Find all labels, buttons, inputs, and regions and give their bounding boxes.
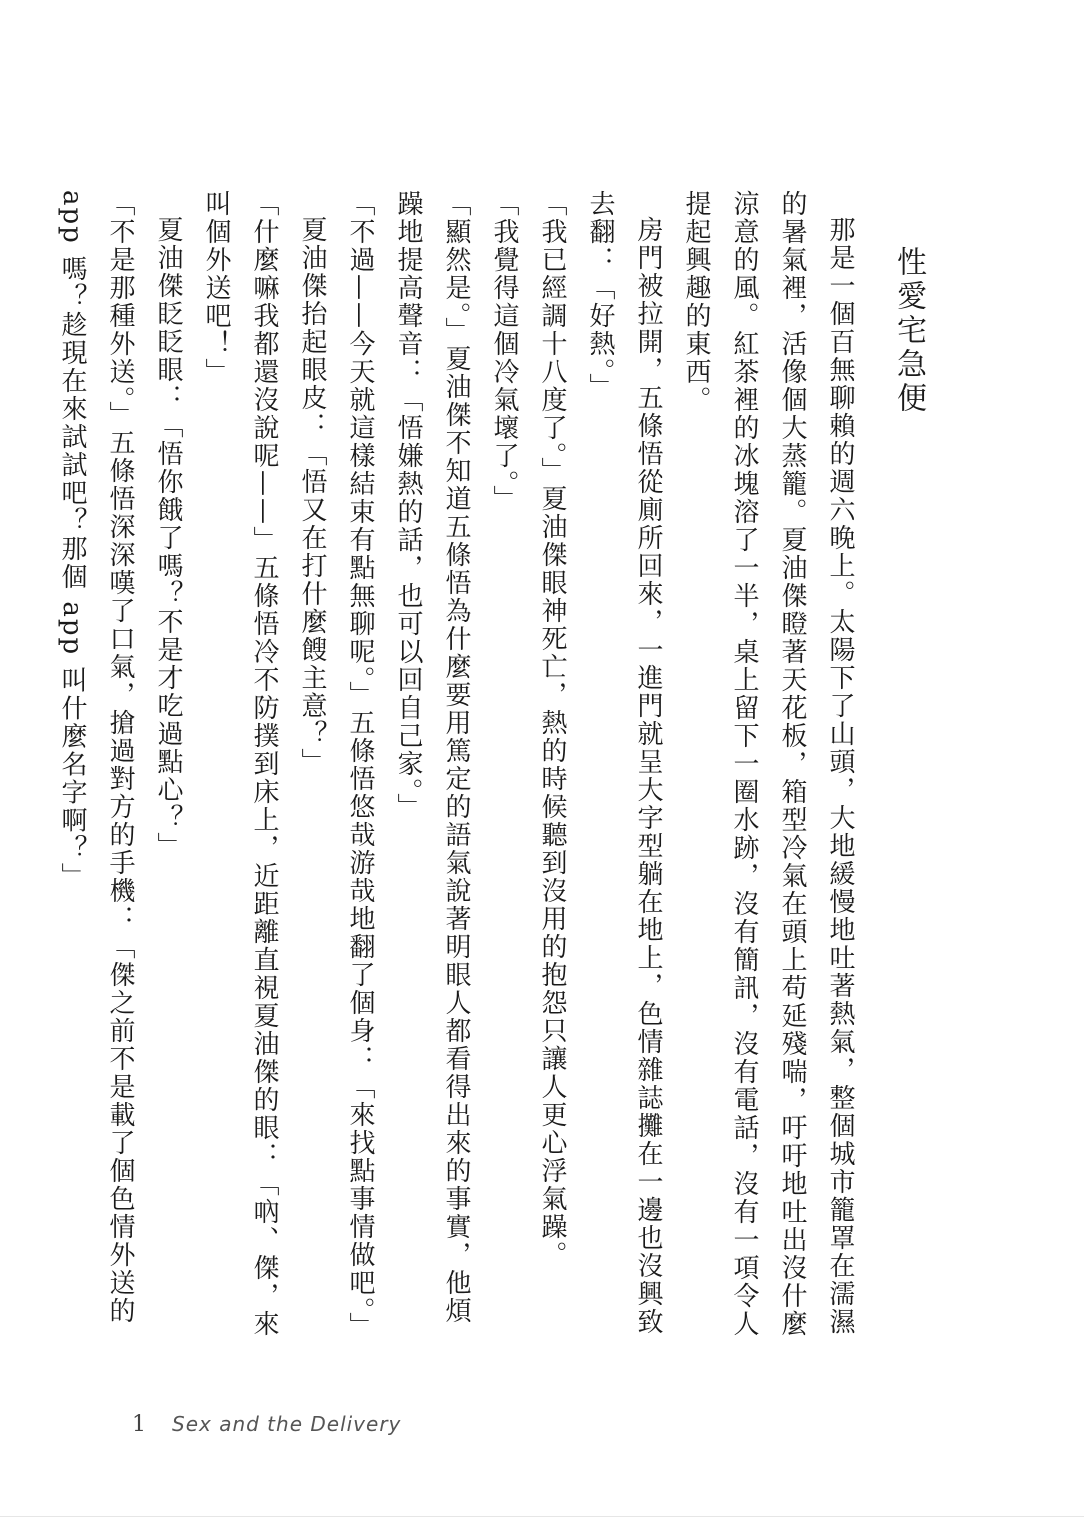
paragraph-10: 「不是那種外送。」五條悟深深嘆了口氣，搶過對方的手機：「傑之前不是載了個色情外送的 app 嗎？趁現在來試試吧？那個 app 叫什麼名字啊？」 (57, 190, 135, 1325)
page-number: 1 (132, 1412, 146, 1437)
vertical-text-block (57, 190, 934, 1350)
paragraph-3: 「我已經調十八度了。」夏油傑眼神死亡，熱的時候聽到沒用的抱怨只讓人更心浮氣躁。 (537, 190, 567, 1269)
chapter-title: 性愛宅急便 (891, 246, 926, 416)
paragraph-7: 夏油傑抬起眼皮：「悟又在打什麼餿主意？」 (297, 216, 327, 776)
paragraph-4: 「我覺得這個冷氣壞了。」 (489, 190, 519, 513)
bottom-divider (0, 1516, 1084, 1517)
paragraph-6: 「不過——今天就這樣結束有點無聊呢。」五條悟悠哉游哉地翻了個身：「來找點事情做吧。」 (345, 190, 375, 1340)
paragraph-8: 「什麼嘛我都還沒說呢——」五條悟冷不防撲到床上，近距離直視夏油傑的眼：「吶、傑，來叫個外送吧！」 (201, 190, 279, 1338)
running-title: Sex and the Delivery (172, 1412, 402, 1436)
paragraph-9: 夏油傑眨眨眼：「悟你餓了嗎？不是才吃過點心？」 (153, 216, 183, 860)
paragraph-2: 房門被拉開，五條悟從廁所回來，一進門就呈大字型躺在地上，色情雜誌攤在一邊也沒興致去翻：「好熱。」 (585, 190, 663, 1336)
paragraph-5: 「顯然是。」夏油傑不知道五條悟為什麼要用篤定的語氣說著明眼人都看得出來的事實，他煩躁地提高聲音：「悟嫌熱的話，也可以回自己家。」 (393, 190, 471, 1325)
paragraph-1: 那是一個百無聊賴的週六晚上。太陽下了山頭，大地緩慢地吐著熱氣，整個城市籠罩在濡濕的暑氣裡，活像個大蒸籠。夏油傑瞪著天花板，箱型冷氣在頭上苟延殘喘，吁吁地吐出沒什麼涼意的風。紅茶裡的冰塊溶了一半，桌上留下一圈水跡，沒有簡訊，沒有電話，沒有一項令人提起興趣的東西。 (681, 190, 855, 1338)
page-footer (132, 1412, 401, 1437)
